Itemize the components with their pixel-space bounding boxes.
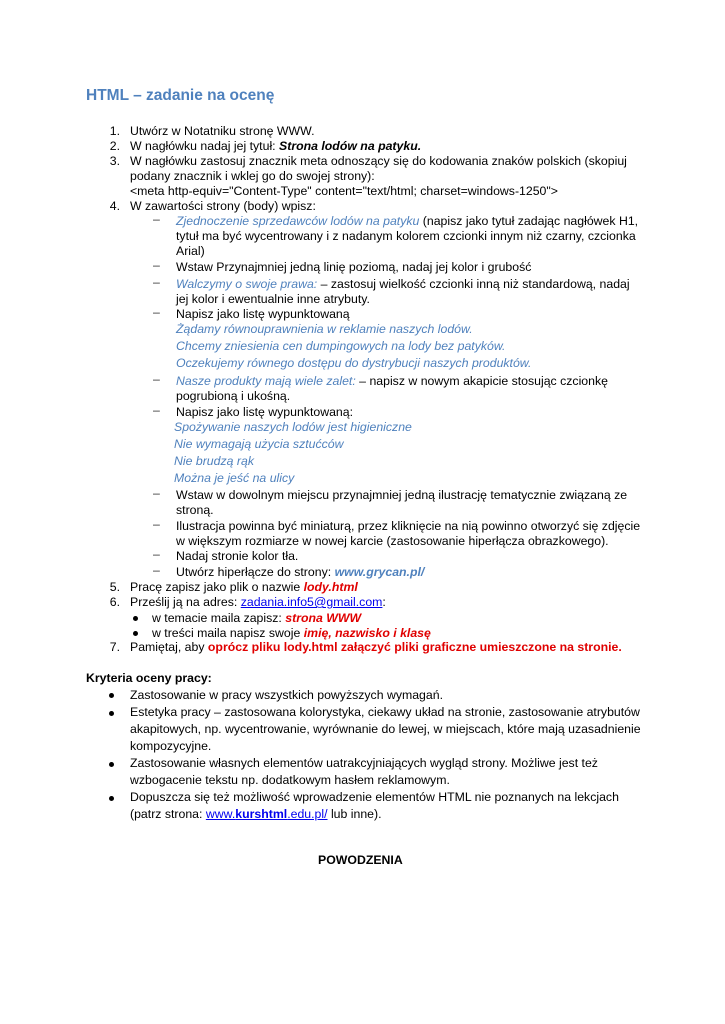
subitem-image-cont: stroną. <box>176 503 214 517</box>
dash-marker: – <box>153 563 160 577</box>
list-2-entry: Nie brudzą rąk <box>174 454 254 468</box>
dash-marker: – <box>153 275 160 289</box>
subitem-image: Wstaw w dowolnym miejscu przynajmniej jedną ilustrację tematycznie związaną ze <box>176 488 628 502</box>
subitem-h1-cont: tytuł ma być wycentrowany i z nadanym kolorem czcionki innym niż czarny, czcionka <box>176 229 636 243</box>
list-2-entry: Nie wymagają użycia sztućców <box>174 437 344 451</box>
criteria-item: Zastosowanie w pracy wszystkich powyższych wymagań. <box>130 688 443 702</box>
bullet-marker <box>109 693 114 698</box>
email-body-instruction: w treści maila napisz swoje imię, nazwisko i klasę <box>152 626 431 640</box>
bullet-marker <box>133 616 138 621</box>
page-title-value: Strona lodów na patyku. <box>279 139 422 153</box>
item-number: 6. <box>109 595 120 609</box>
criteria-item: Dopuszcza się też możliwość wprowadzenie elementów HTML nie poznanych na lekcjach <box>130 790 619 804</box>
item-5-text: Pracę zapisz jako plik o nazwie lody.html <box>130 580 358 594</box>
criteria-item-cont: kompozycyjne. <box>130 739 212 753</box>
subitem-hr: Wstaw Przynajmniej jedną linię poziomą, nadaj jej kolor i grubość <box>176 260 532 274</box>
bullet-marker <box>109 711 114 716</box>
criteria-item-cont: (patrz strona: www.kurshtml.edu.pl/ lub inne). <box>130 807 382 821</box>
item-1-text: Utwórz w Notatniku stronę WWW. <box>130 124 315 138</box>
item-4-text: W zawartości strony (body) wpisz: <box>130 199 316 213</box>
dash-marker: – <box>153 258 160 272</box>
subitem-h1-cont: Arial) <box>176 244 205 258</box>
list-1-entry: Chcemy zniesienia cen dumpingowych na lody bez patyków. <box>176 339 506 353</box>
dash-marker: – <box>153 547 160 561</box>
item-number: 7. <box>109 640 120 654</box>
dash-marker: – <box>153 212 160 226</box>
item-3-text: W nagłówku zastosuj znacznik meta odnoszący się do kodowania znaków polskich (skopiuj <box>130 154 627 168</box>
dash-marker: – <box>153 486 160 500</box>
filename: lody.html <box>303 580 358 594</box>
footer-text: POWODZENIA <box>318 853 403 867</box>
item-7-text: Pamiętaj, aby oprócz pliku lody.html załączyć pliki graficzne umieszczone na stronie. <box>130 640 622 654</box>
subitem-paragraph: Nasze produkty mają wiele zalet: – napisz w nowym akapicie stosując czcionkę <box>176 374 608 388</box>
item-6-text: Prześlij ją na adres: zadania.info5@gmail.com: <box>130 595 386 609</box>
subitem-list-2: Napisz jako listę wypunktowaną: <box>176 405 354 419</box>
criteria-item: Zastosowanie własnych elementów uatrakcyjniających wygląd strony. Możliwe jest też <box>130 756 598 770</box>
subitem-list-1: Napisz jako listę wypunktowaną <box>176 307 350 321</box>
subitem-paragraph-cont: pogrubioną i ukośną. <box>176 389 291 403</box>
bullet-marker <box>109 762 114 767</box>
dash-marker: – <box>153 305 160 319</box>
criteria-item: Estetyka pracy – zastosowana kolorystyka, ciekawy układ na stronie, zastosowanie atrybutów <box>130 705 640 719</box>
dash-marker: – <box>153 517 160 531</box>
dash-marker: – <box>153 372 160 386</box>
document-title: HTML – zadanie na ocenę <box>86 87 275 104</box>
grycan-url: www.grycan.pl/ <box>334 565 425 579</box>
dash-marker: – <box>153 403 160 417</box>
subitem-bgcolor: Nadaj stronie kolor tła. <box>176 549 299 563</box>
subitem-thumbnail-cont: w większym rozmiarze w nowej karcie (zastosowanie hiperłącza obrazkowego). <box>176 534 609 548</box>
item-2-text: W nagłówku nadaj jej tytuł: Strona lodów na patyku. <box>130 139 422 153</box>
criteria-item-cont: wzbogacenie tekstu np. dodatkowym hasłem reklamowym. <box>130 773 450 787</box>
list-2-entry: Można je jeść na ulicy <box>174 471 295 485</box>
subitem-thumbnail: Ilustracja powinna być miniaturą, przez kliknięcie na nią powinno otworzyć się zdjęcie <box>176 519 641 533</box>
list-2-entry: Spożywanie naszych lodów jest higieniczne <box>174 420 412 434</box>
criteria-heading: Kryteria oceny pracy: <box>86 671 212 685</box>
subitem-font-cont: jej kolor i ewentualnie inne atrybuty. <box>176 292 370 306</box>
list-1-entry: Oczekujemy równego dostępu do dystrybucji naszych produktów. <box>176 356 532 370</box>
email-link[interactable]: zadania.info5@gmail.com <box>240 595 383 609</box>
bullet-marker <box>109 796 114 801</box>
subitem-h1: Zjednoczenie sprzedawców lodów na patyku (napisz jako tytuł zadając nagłówek H1, <box>176 214 639 228</box>
bullet-marker <box>133 631 138 636</box>
item-number: 4. <box>109 199 120 213</box>
item-number: 1. <box>109 124 120 138</box>
item-number: 5. <box>109 580 120 594</box>
item-number: 2. <box>109 139 120 153</box>
email-subject-instruction: w temacie maila zapisz: strona WWW <box>152 611 362 625</box>
item-3-text-cont: podany znacznik i wklej go do swojej strony): <box>130 169 375 183</box>
subitem-hyperlink: Utwórz hiperłącze do strony: www.grycan.pl/ <box>176 565 425 579</box>
criteria-item-cont: akapitowych, np. wycentrowanie, wyrównanie do lewej, w miejscach, które mają uzasadnienie <box>130 722 641 736</box>
list-1-entry: Żądamy równouprawnienia w reklamie naszych lodów. <box>176 322 473 336</box>
kurshtml-link[interactable]: www.kurshtml.edu.pl/ <box>205 807 328 821</box>
subitem-font: Walczymy o swoje prawa: – zastosuj wielkość czcionki inną niż standardową, nadaj <box>176 277 630 291</box>
meta-tag-code: <meta http-equiv="Content-Type" content="text/html; charset=windows-1250"> <box>130 184 558 198</box>
item-number: 3. <box>109 154 120 168</box>
